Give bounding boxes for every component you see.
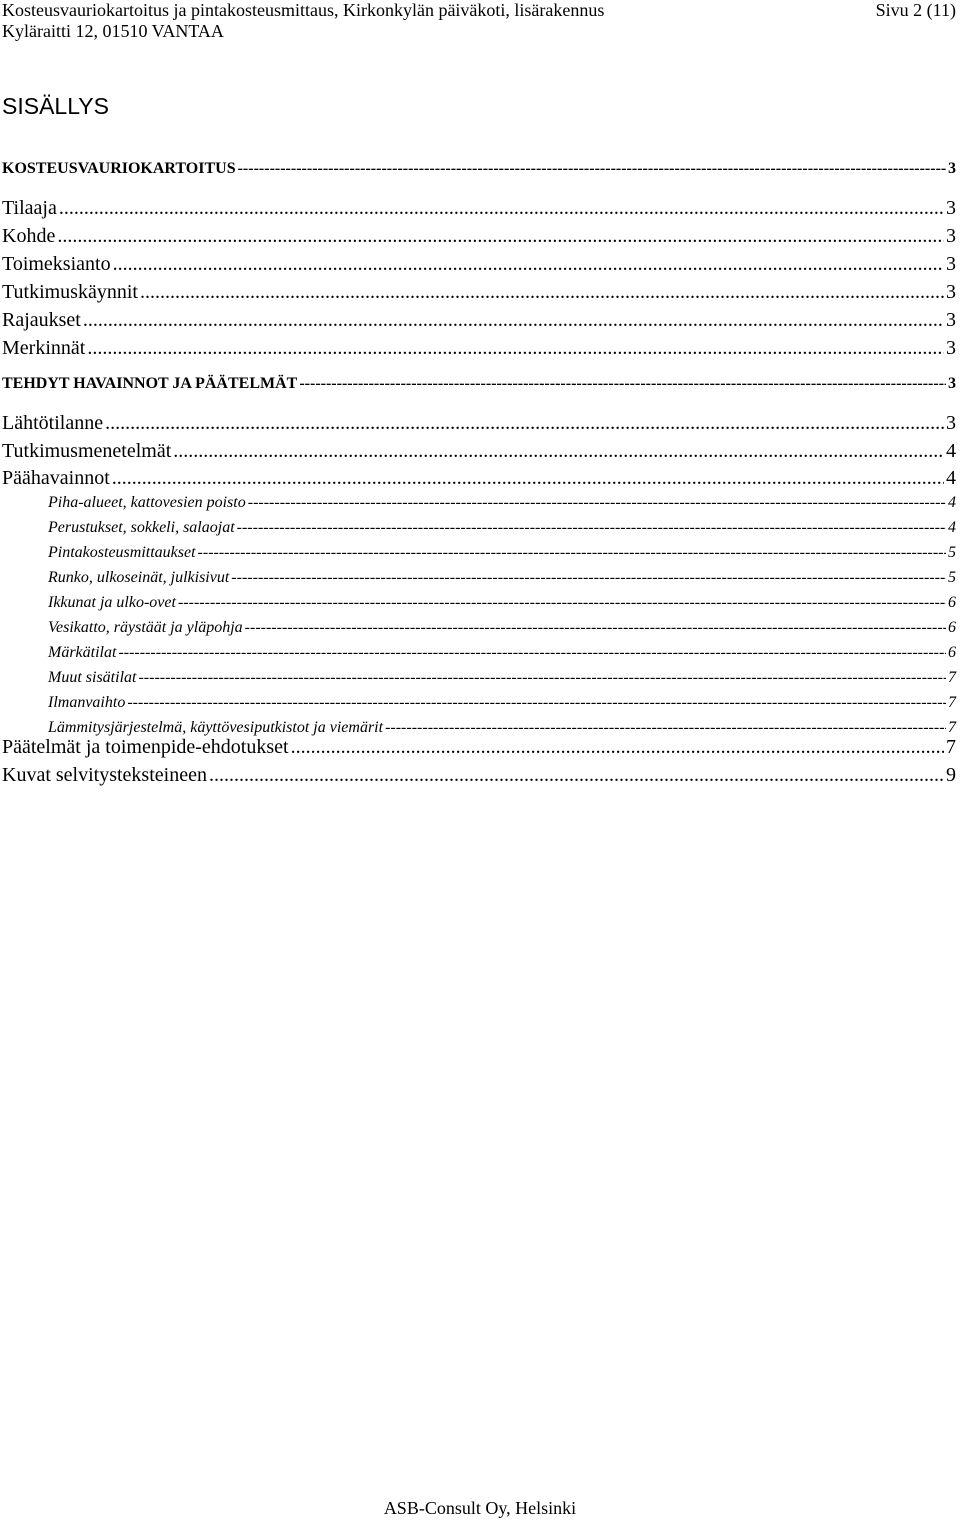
toc-entry[interactable] <box>2 336 956 360</box>
toc-entry-title: Vesikatto, räystäät ja yläpohja <box>48 619 243 636</box>
toc-entry-page: 5 <box>948 569 956 586</box>
toc-entry-page: 3 <box>946 281 956 303</box>
toc-leader <box>127 693 946 713</box>
toc-entry[interactable] <box>48 643 956 663</box>
toc-leader <box>118 643 946 663</box>
toc-entry[interactable] <box>2 763 956 787</box>
toc-entry-page: 7 <box>946 736 956 758</box>
toc-entry[interactable] <box>2 196 956 220</box>
toc-entry-page: 4 <box>946 440 956 462</box>
toc-entry-page: 3 <box>946 412 956 434</box>
toc-entry-title: Kuvat selvitysteksteineen <box>2 764 207 786</box>
toc-entry[interactable] <box>48 668 956 688</box>
toc-leader <box>291 735 944 759</box>
toc-entry-page: 6 <box>948 619 956 636</box>
toc-entry-page: 3 <box>946 225 956 247</box>
toc-entry-page: 7 <box>948 669 956 686</box>
toc-entry-title: Kohde <box>2 225 56 247</box>
toc-entry-page: 6 <box>948 594 956 611</box>
toc-leader <box>299 374 946 394</box>
toc-entry-title: Lähtötilanne <box>2 412 104 434</box>
toc-leader <box>59 196 944 220</box>
toc-entry-title: Tutkimusmenetelmät <box>2 440 172 462</box>
toc-entry-page: 6 <box>948 644 956 661</box>
toc-entry-page: 4 <box>946 467 956 489</box>
toc-leader <box>238 159 946 179</box>
toc-entry-page: 5 <box>948 544 956 561</box>
document-title: Kosteusvauriokartoitus ja pintakosteusmittaus, Kirkonkylän päiväkoti, lisärakennus <box>2 0 605 20</box>
toc-entry-title: Pintakosteusmittaukset <box>48 544 196 561</box>
toc-entry-page: 9 <box>946 764 956 786</box>
toc-entry-page: 3 <box>948 160 956 177</box>
toc-entry-title: Päätelmät ja toimenpide-ehdotukset <box>2 736 289 758</box>
page-header <box>2 0 956 42</box>
toc-entry[interactable] <box>48 543 956 563</box>
toc-entry[interactable] <box>48 518 956 538</box>
toc-entry-title: Perustukset, sokkeli, salaojat <box>48 519 235 536</box>
toc-leader <box>105 411 944 435</box>
toc-entry[interactable] <box>48 593 956 613</box>
toc-entry-title: Merkinnät <box>2 337 86 359</box>
toc-entry[interactable] <box>2 439 956 463</box>
toc-leader <box>57 224 944 248</box>
toc-entry-page: 7 <box>948 694 956 711</box>
toc-entry[interactable] <box>2 374 956 394</box>
header-row-1 <box>2 0 956 21</box>
page-number: Sivu 2 (11) <box>875 0 956 20</box>
toc-entry[interactable] <box>2 735 956 759</box>
toc-entry-title: Toimeksianto <box>2 253 111 275</box>
toc-entry-page: 3 <box>946 253 956 275</box>
toc-entry-title: TEHDYT HAVAINNOT JA PÄÄTELMÄT <box>2 375 298 392</box>
toc-leader <box>87 336 944 360</box>
toc-leader <box>113 252 944 276</box>
toc-entry-title: Piha-alueet, kattovesien poisto <box>48 494 246 511</box>
toc-entry-title: Muut sisätilat <box>48 669 137 686</box>
toc-entry-title: Runko, ulkoseinät, julkisivut <box>48 569 230 586</box>
toc-leader <box>198 543 946 563</box>
toc-entry[interactable] <box>2 159 956 179</box>
toc-leader <box>83 308 944 332</box>
toc-entry-title: Ilmanvaihto <box>48 694 126 711</box>
toc-leader <box>248 493 946 513</box>
toc-leader <box>173 439 944 463</box>
toc-entry-title: Rajaukset <box>2 309 81 331</box>
toc-entry-title: KOSTEUSVAURIOKARTOITUS <box>2 160 236 177</box>
toc-entry-title: Lämmitysjärjestelmä, käyttövesiputkistot ja viemärit <box>48 719 384 736</box>
toc-entry[interactable] <box>48 618 956 638</box>
toc-leader <box>178 593 946 613</box>
toc-leader <box>231 568 946 588</box>
toc-entry-title: Ikkunat ja ulko-ovet <box>48 594 176 611</box>
toc-entry[interactable] <box>48 493 956 513</box>
toc-entry-page: 4 <box>948 519 956 536</box>
toc-entry-page: 3 <box>948 375 956 392</box>
toc-entry[interactable] <box>48 568 956 588</box>
toc-entry[interactable] <box>48 693 956 713</box>
toc-entry[interactable] <box>2 252 956 276</box>
toc-entry[interactable] <box>2 308 956 332</box>
toc-entry[interactable] <box>2 411 956 435</box>
toc-leader <box>245 618 946 638</box>
toc-entry-page: 4 <box>948 494 956 511</box>
toc-leader <box>112 466 944 490</box>
toc-entry-title: Märkätilat <box>48 644 117 661</box>
toc-leader <box>138 668 946 688</box>
header-row-2 <box>2 21 956 42</box>
toc-heading: SISÄLLYS <box>2 93 109 119</box>
toc-entry[interactable] <box>2 224 956 248</box>
toc-entry-page: 3 <box>946 309 956 331</box>
toc-entry-page: 7 <box>948 719 956 736</box>
toc-entry-page: 3 <box>946 337 956 359</box>
page-footer: ASB-Consult Oy, Helsinki <box>383 1498 577 1518</box>
toc-leader <box>209 763 944 787</box>
toc-entry-title: Tutkimuskäynnit <box>2 281 138 303</box>
toc-entry-title: Tilaaja <box>2 197 57 219</box>
toc-entry[interactable] <box>2 280 956 304</box>
address: Kyläraitti 12, 01510 VANTAA <box>2 21 224 41</box>
toc-leader <box>237 518 946 538</box>
toc-leader <box>140 280 944 304</box>
toc-entry[interactable] <box>2 466 956 490</box>
toc-entry-page: 3 <box>946 197 956 219</box>
toc-entry-title: Päähavainnot <box>2 467 110 489</box>
